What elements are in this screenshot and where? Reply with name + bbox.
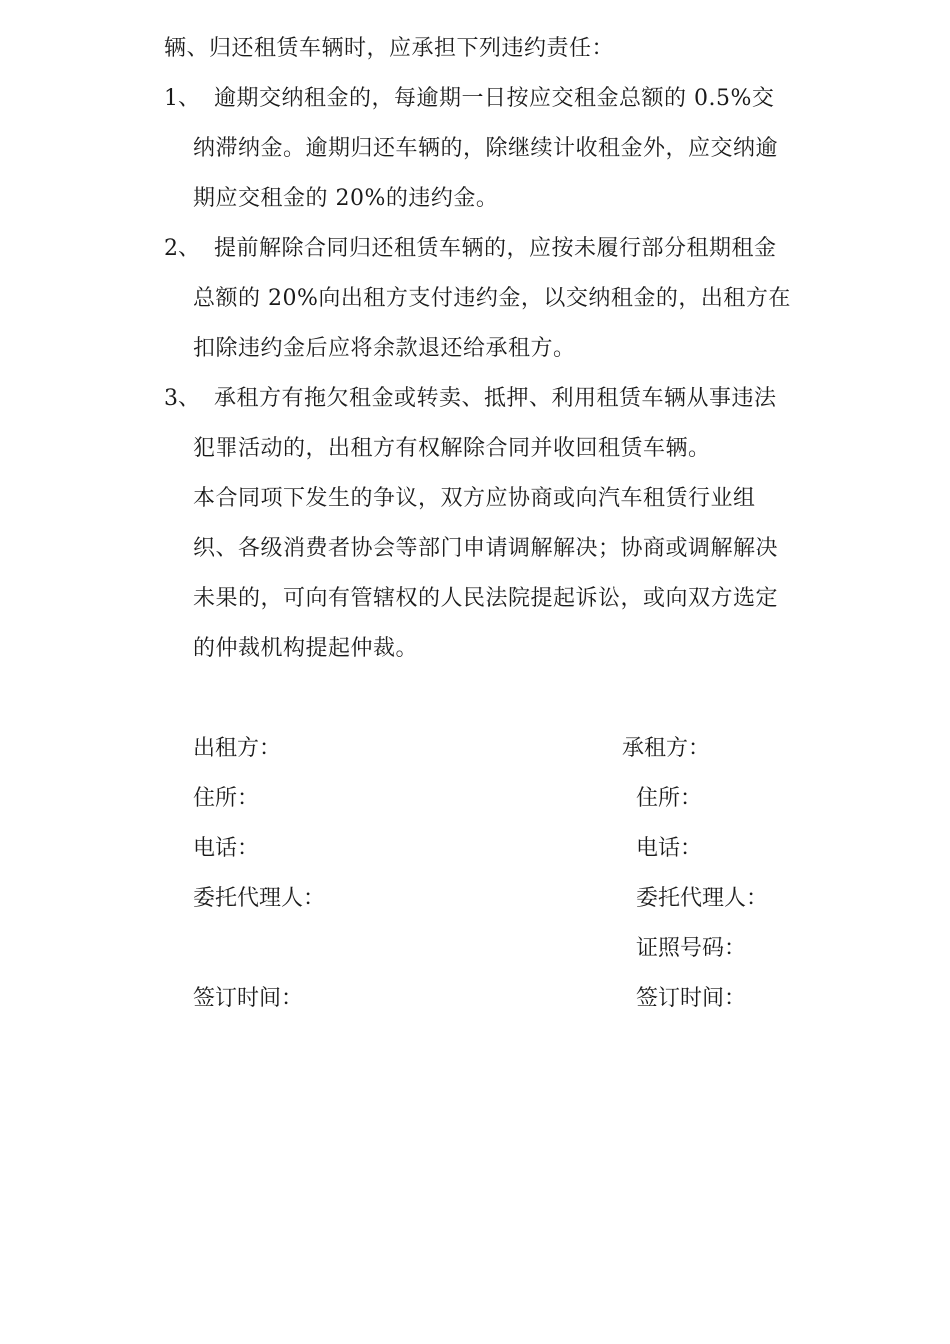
dispute-line-1: 本合同项下发生的争议，双方应协商或向汽车租赁行业组 bbox=[193, 486, 756, 511]
lessee-date-label: 签订时间： bbox=[636, 986, 747, 1011]
clause-2-line-2: 总额的 20%向出租方支付违约金，以交纳租金的，出租方在 bbox=[193, 286, 791, 311]
clause-1-line-1: 逾期交纳租金的，每逾期一日按应交租金总额的 0.5%交 bbox=[214, 86, 775, 111]
lessee-agent-label: 委托代理人： bbox=[636, 886, 769, 911]
lessee-party-label: 承租方： bbox=[622, 736, 711, 761]
clause-1-line-3: 期应交租金的 20%的违约金。 bbox=[193, 186, 499, 211]
clause-number-1: 1、 bbox=[164, 86, 200, 111]
lessee-id-number-label: 证照号码： bbox=[636, 936, 747, 961]
dispute-line-4: 的仲裁机构提起仲裁。 bbox=[193, 636, 419, 661]
intro-line: 辆、归还租赁车辆时，应承担下列违约责任： bbox=[164, 36, 615, 61]
clause-1-line-2: 纳滞纳金。逾期归还车辆的，除继续计收租金外，应交纳逾 bbox=[193, 136, 779, 161]
clause-number-3: 3、 bbox=[164, 386, 200, 411]
lessor-agent-label: 委托代理人： bbox=[193, 886, 326, 911]
dispute-line-2: 织、各级消费者协会等部门申请调解解决；协商或调解解决 bbox=[193, 536, 779, 561]
lessee-phone-label: 电话： bbox=[636, 836, 703, 861]
clause-number-2: 2、 bbox=[164, 236, 200, 261]
clause-2-line-1: 提前解除合同归还租赁车辆的，应按未履行部分租期租金 bbox=[214, 236, 777, 261]
clause-3-line-2: 犯罪活动的，出租方有权解除合同并收回租赁车辆。 bbox=[193, 436, 711, 461]
lessee-address-label: 住所： bbox=[636, 786, 703, 811]
clause-2-line-3: 扣除违约金后应将余款退还给承租方。 bbox=[193, 336, 576, 361]
clause-3-line-1: 承租方有拖欠租金或转卖、抵押、利用租赁车辆从事违法 bbox=[214, 386, 777, 411]
lessor-address-label: 住所： bbox=[193, 786, 260, 811]
dispute-line-3: 未果的，可向有管辖权的人民法院提起诉讼，或向双方选定 bbox=[193, 586, 779, 611]
lessor-date-label: 签订时间： bbox=[193, 986, 304, 1011]
lessor-phone-label: 电话： bbox=[193, 836, 260, 861]
lessor-party-label: 出租方： bbox=[193, 736, 282, 761]
